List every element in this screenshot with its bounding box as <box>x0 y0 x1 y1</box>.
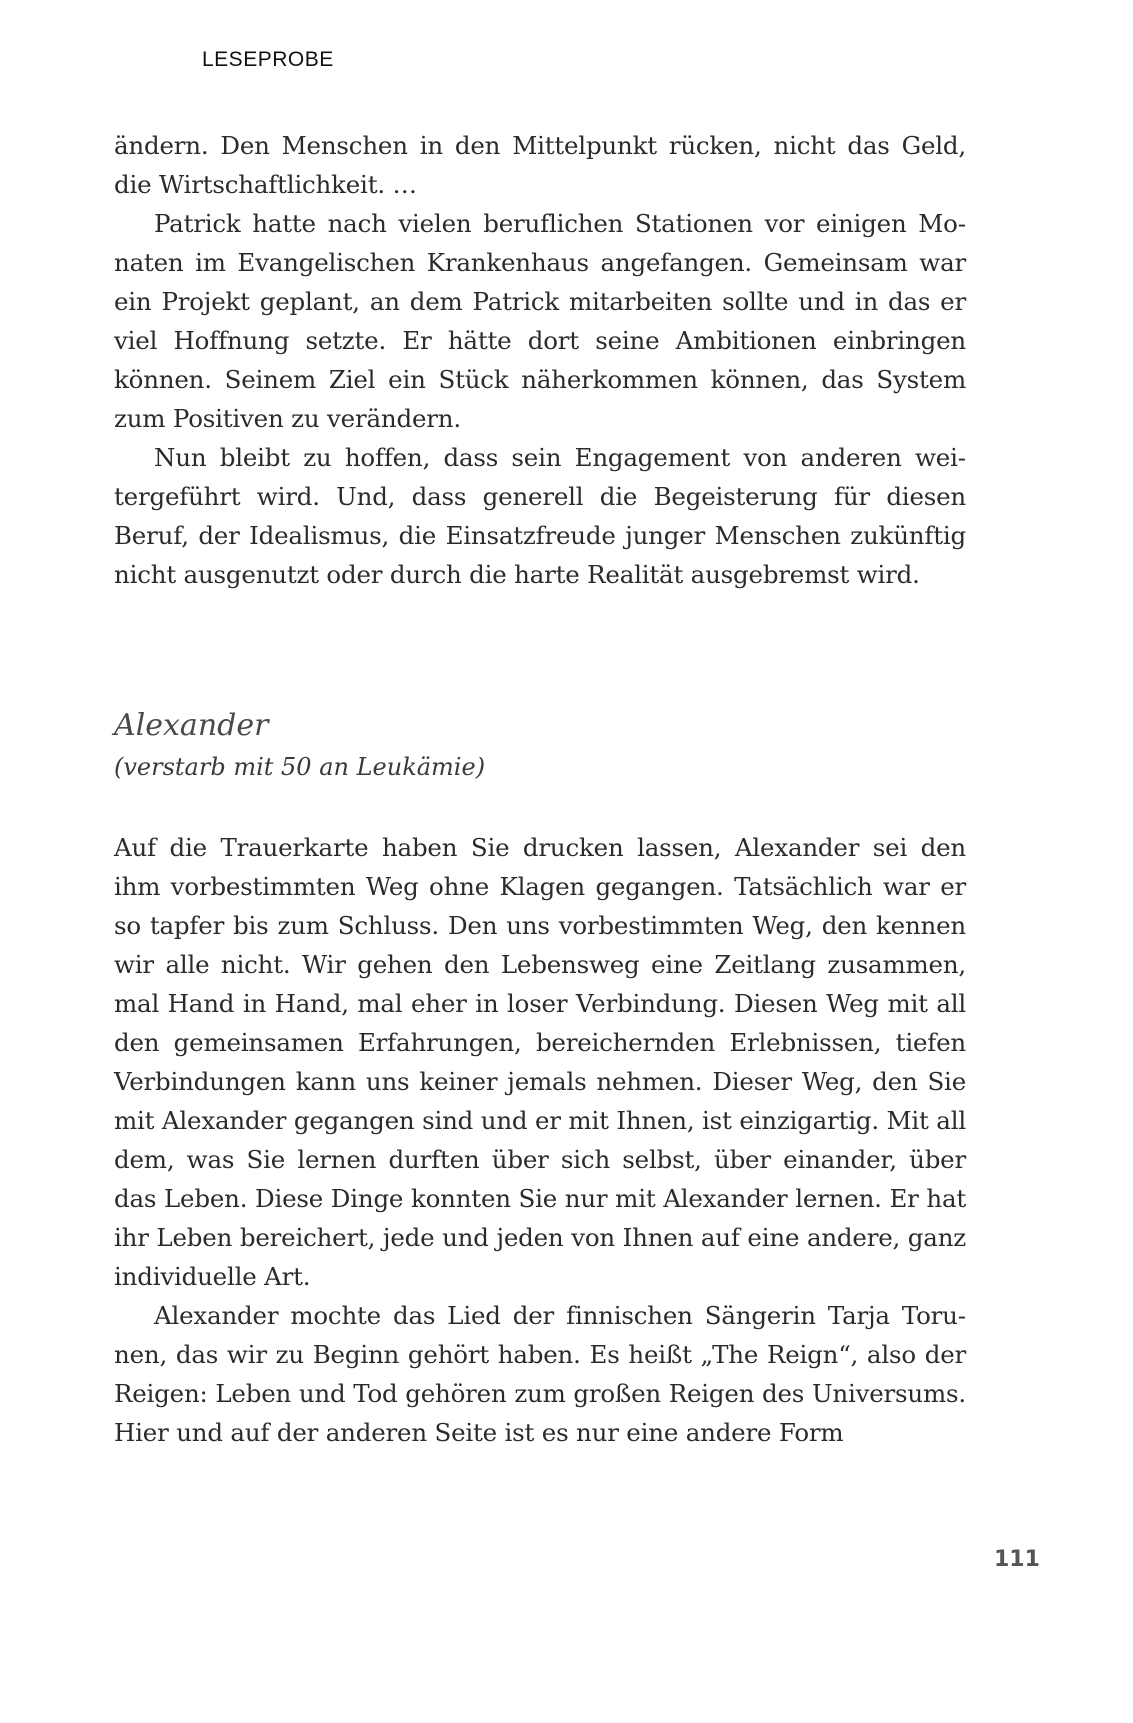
section-title: Alexander <box>114 708 269 743</box>
paragraph: ändern. Den Menschen in den Mittelpunkt rücken, nicht das Geld, die Wirtschaftlichkeit. … <box>114 131 966 199</box>
page-number: 111 <box>994 1547 1040 1572</box>
running-header: LESEPROBE <box>202 48 334 71</box>
section-subtitle: (verstarb mit 50 an Leukämie) <box>114 753 486 781</box>
paragraph: Patrick hatte nach vielen beruflichen Stationen vor einigen Monaten im Evangelischen Krankenhaus angefangen. Gemeinsam war ein Projekt geplant, an dem Patrick mitarbeiten sollte und in das er viel Hoffnung setzte. Er hätte dort seine Ambitionen einbringen können. Seinem Ziel ein Stück näherkommen können, das System zum Positiven zu verändern. <box>114 209 966 433</box>
paragraph: Alexander mochte das Lied der finnischen Sängerin Tarja Torunen, das wir zu Beginn gehört haben. Es heißt „The Reign“, also der Reigen: Leben und Tod gehören zum großen Reigen des Universums. Hier und auf der anderen Seite ist es nur eine andere Form <box>114 1301 966 1447</box>
text-block-patrick <box>114 126 966 594</box>
text-block-alexander <box>114 828 966 1452</box>
paragraph: Auf die Trauerkarte haben Sie drucken lassen, Alexander sei den ihm vorbestimmten Weg ohne Klagen gegangen. Tatsächlich war er so tapfer bis zum Schluss. Den uns vorbestimmten Weg, den kennen wir alle nicht. Wir gehen den Lebensweg eine Zeitlang zusammen, mal Hand in Hand, mal eher in loser Verbindung. Diesen Weg mit all den gemeinsamen Erfahrungen, bereichernden Erlebnissen, tiefen Verbindungen kann uns keiner jemals nehmen. Dieser Weg, den Sie mit Alexander gegangen sind und er mit Ihnen, ist einzigartig. Mit all dem, was Sie lernen durften über sich selbst, über einander, über das Leben. Diese Dinge konnten Sie nur mit Alexander lernen. Er hat ihr Leben bereichert, jede und jeden von Ihnen auf eine andere, ganz individuelle Art. <box>114 833 966 1291</box>
paragraph: Nun bleibt zu hoffen, dass sein Engagement von anderen weitergeführt wird. Und, dass generell die Begeisterung für diesen Beruf, der Idealismus, die Einsatzfreude junger Menschen zukünftig nicht ausgenutzt oder durch die harte Realität ausgebremst wird. <box>114 443 966 589</box>
